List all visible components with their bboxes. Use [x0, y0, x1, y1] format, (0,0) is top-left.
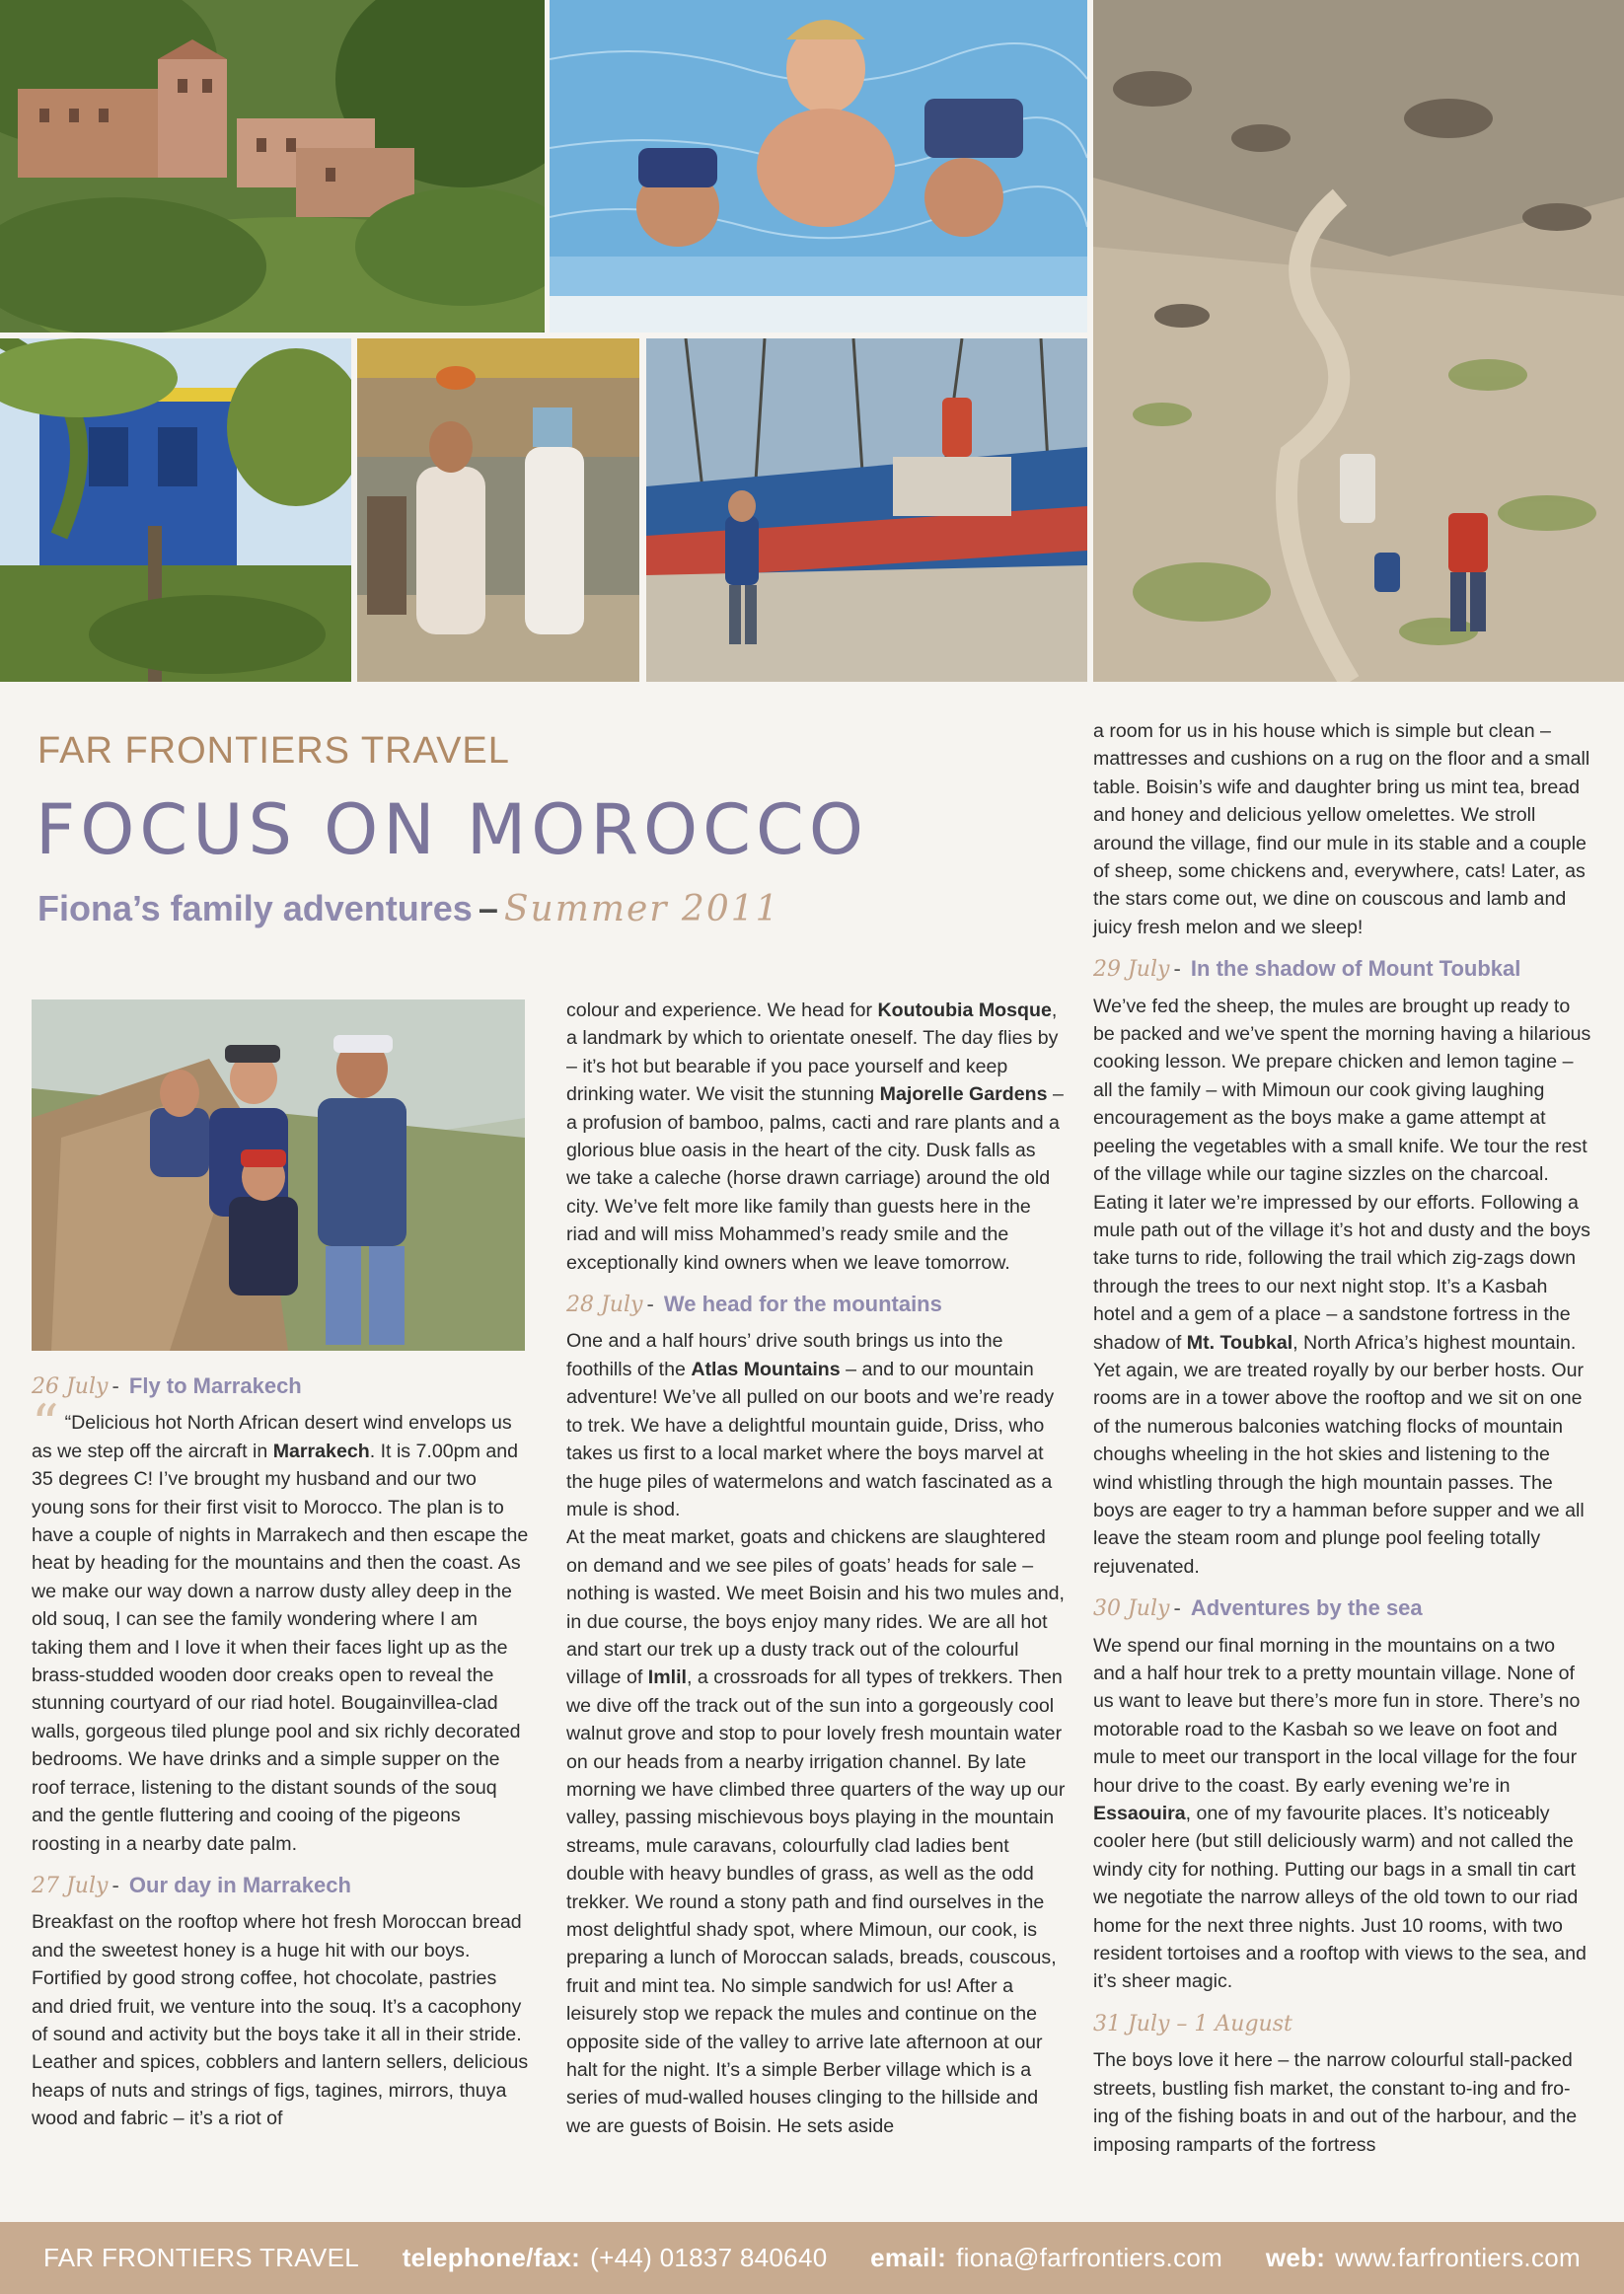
day-heading-30-july: [1093, 1594, 1592, 1623]
footer-brand: FAR FRONTIERS TRAVEL: [43, 2243, 359, 2272]
text-run: At the meat market, goats and chickens are slaughtered on demand and we see piles of goats’ heads for sale – nothing is wasted. We meet Boisin and his two mules and, in due course, the boys enjoy many rides. We are all hot and start our trek up a dusty track out of the colourful village of: [566, 1526, 1065, 1689]
footer-web: [1266, 2243, 1581, 2273]
day-heading-28-july: [566, 1291, 1066, 1319]
paragraph-mountains: [566, 1327, 1066, 1523]
day-title: Our day in Marrakech: [128, 1872, 351, 1897]
paragraph-sea: [1093, 1632, 1592, 1996]
day-dash: -: [1173, 956, 1181, 982]
text-run: – a profusion of bamboo, palms, cacti and rare plants and a glorious blue oasis in the heart of the city. Dusk falls as we take a caleche (horse drawn carriage) around the old city. We’ve felt more like family than guests here in the riad and will miss Mohammed’s ready smile and the exceptionally kind owners when we leave tomorrow.: [566, 1083, 1064, 1274]
paragraph-marrakech-continued: [566, 997, 1066, 1277]
web-link[interactable]: www.farfrontiers.com: [1335, 2243, 1581, 2272]
footer-bar: [0, 2222, 1624, 2294]
text-run: The boys love it here – the narrow colourful stall-packed streets, bustling fish market, the constant to-ing and fro-ing of the fishing boats in and out of the harbour, and the imposing ramparts of the fortress: [1093, 2049, 1578, 2156]
email-label: email:: [870, 2243, 947, 2272]
day-title: In the shadow of Mount Toubkal: [1190, 956, 1521, 982]
email-link[interactable]: fiona@farfrontiers.com: [956, 2243, 1223, 2272]
place-name: Atlas Mountains: [691, 1358, 841, 1380]
paragraph-toubkal: [1093, 993, 1592, 1582]
day-heading-27-july: [32, 1872, 533, 1900]
phone-number[interactable]: (+44) 01837 840640: [590, 2243, 828, 2272]
text-run: “Delicious hot North African desert wind envelops us as we step off the aircraft in: [32, 1412, 512, 1462]
day-heading-31-july: [1093, 2010, 1592, 2038]
day-date: 29 July: [1093, 957, 1170, 983]
souq-photo: [357, 338, 639, 682]
day-dash: -: [111, 1872, 119, 1897]
day-dash: -: [646, 1292, 654, 1317]
place-name: Imlil: [647, 1666, 687, 1689]
text-run: , a crossroads for all types of trekkers. Then we dive off the track out of the sun into a gorgeously cool walnut grove and stop to pour lovely fresh mountain water on our heads from a nearby irrigation channel. By late morning we have climbed three quarters of the way up our valley, passing mischievous boys playing in the mountain streams, mule caravans, colourfully clad ladies bent double with heavy bundles of grass, as well as the odd trekker. We round a stony path and find ourselves in the most delightful shady spot, where Mimoun, our cook, is preparing a lunch of Moroccan salads, breads, couscous, fruit and mint tea. No simple sandwich for us! After a leisurely stop we repack the mules and continue on the opposite side of the valley to arrive late afternoon at our halt for the night. It’s a simple Berber village which is a series of mud-walled houses clinging to the hillside and we are guests of Boisin. He sets aside: [566, 1666, 1066, 2137]
pool-photo: [550, 0, 1087, 333]
article-column-2: [566, 997, 1066, 2140]
day-dash: -: [111, 1373, 119, 1398]
kasbah-photo: [0, 0, 545, 333]
day-title: Fly to Marrakech: [128, 1373, 302, 1398]
day-dash: -: [1173, 1595, 1181, 1621]
fishing-boats-photo: [646, 338, 1087, 682]
phone-label: telephone/fax:: [402, 2243, 581, 2272]
day-heading-26-july: [32, 1372, 533, 1401]
text-run: Breakfast on the rooftop where hot fresh Moroccan bread and the sweetest honey is a huge hit with our boys. Fortified by good strong coffee, hot chocolate, pastries and dried fruit, we venture into the souq. It’s a cacophony of sound and activity but the boys take it all in their stride. Leather and spices, cobblers and lantern sellers, delicious heaps of nuts and strings of figs, tagines, mirrors, thuya wood and fabric – it’s a riot of: [32, 1911, 529, 2130]
day-title: We head for the mountains: [663, 1292, 942, 1317]
mountain-trail-photo: [1093, 0, 1624, 682]
subtitle: [37, 888, 780, 929]
paragraph-marrakech-day: [32, 1908, 533, 2132]
text-run: We spend our final morning in the mountains on a two and a half hour trek to a pretty mountain village. None of us want to leave but there’s more fun in store. There’s no motorable road to the Kasbah so we leave on foot and mule to meet our transport in the local village for the four hour drive to the coast. By early evening we’re in: [1093, 1634, 1581, 1797]
paragraph-berber-house: [1093, 717, 1592, 941]
text-run: – and to our mountain adventure! We’ve all pulled on our boots and we’re ready to trek. We have a delightful mountain guide, Driss, who takes us first to a local market where the boys marvel at the huge piles of watermelons and watch fascinated as a mule is shod.: [566, 1358, 1055, 1520]
day-date: 30 July: [1093, 1596, 1170, 1622]
day-date: 28 July: [566, 1293, 643, 1318]
footer-email: [870, 2243, 1222, 2273]
paragraph-arrival: [32, 1393, 533, 1858]
article-column-1: [32, 1367, 533, 2133]
subtitle-season: Summer 2011: [503, 889, 780, 929]
text-run: We’ve fed the sheep, the mules are brought up ready to be packed and we’ve spent the morning having a hilarious cooking lesson. We prepare chicken and lemon tagine – all the family – with Mimoun our cook giving laughing encouragement as the boys make a game attempt at peeling the vegetables with a small knife. We tour the rest of the village while our tagine sizzles on the charcoal. Eating it later we’re impressed by our efforts. Following a mule path out of the village it’s hot and dusty and the boys take turns to ride, following the trail which zig-zags down through the trees to our next night stop. It’s a Kasbah hotel and a gem of a place – a sandstone fortress in the shadow of: [1093, 995, 1591, 1354]
paragraph-trek: [566, 1523, 1066, 2140]
footer-phone: [403, 2243, 828, 2273]
brand-name: FAR FRONTIERS TRAVEL: [37, 730, 510, 772]
text-run: , North Africa’s highest mountain. Yet again, we are treated royally by our berber hosts. Our rooms are in a tower above the rooftop and we sit on one of the numerous balconies watching flocks of mountain choughs wheeling in the hot skies and listening to the wind whistling through the high mountain passes. The boys are eager to try a hamman before supper and we all leave the steam room and plunge pool feeling totally rejuvenated.: [1093, 1331, 1585, 1578]
day-heading-29-july: [1093, 955, 1592, 984]
place-name: Marrakech: [272, 1440, 370, 1462]
subtitle-dash: –: [478, 888, 498, 928]
article-column-3: [1093, 717, 1592, 2159]
place-name: Majorelle Gardens: [879, 1083, 1048, 1106]
text-run: a room for us in his house which is simple but clean – mattresses and cushions on a rug on the floor and a small table. Boisin’s wife and daughter bring us mint tea, bread and honey and delicious yellow omelettes. We stroll around the village, find our mule in its stable and a couple of sheep, some chickens and, everywhere, cats! Later, as the stars come out, we dine on couscous and lamb and juicy fresh melon and we sleep!: [1093, 720, 1590, 938]
place-name: Mt. Toubkal: [1186, 1331, 1293, 1354]
text-run: . It is 7.00pm and 35 degrees C! I’ve brought my husband and our two young sons for their first visit to Morocco. The plan is to have a couple of nights in Marrakech and then escape the heat by heading for the mountains and then the coast. As we make our way down a narrow dusty alley deep in the old souq, I can see the family wondering where I am taking them and I love it when their faces light up as the brass-studded wooden door creaks open to reveal the stunning courtyard of our riad hotel. Bougainvillea-clad walls, gorgeous tiled plunge pool and six richly decorated bedrooms. We have drinks and a simple supper on the roof terrace, listening to the distant sounds of the souq and the gentle fluttering and cooing of the pigeons roosting in a nearby date palm.: [32, 1440, 529, 1855]
family-photo: [32, 999, 525, 1351]
text-run: , one of my favourite places. It’s noticeably cooler here (but still deliciously warm) and not called the windy city for nothing. Putting our bags in a small tin cart we negotiate the narrow alleys of the old town to our riad home for the next three nights. Just 10 rooms, with two resident tortoises and a rooftop with views to the sea, and it’s sheer magic.: [1093, 1803, 1587, 1993]
majorelle-garden-photo: [0, 338, 351, 682]
text-run: One and a half hours’ drive south brings us into the foothills of the: [566, 1330, 1003, 1380]
text-run: , a landmark by which to orientate oneself. The day flies by – it’s hot but bearable if you pace yourself and keep drinking water. We visit the stunning: [566, 999, 1059, 1106]
quote-mark-icon: “: [32, 1393, 59, 1456]
subtitle-text: Fiona’s family adventures: [37, 888, 473, 928]
paragraph-essaouira: [1093, 2046, 1592, 2159]
day-date: 27 July: [32, 1873, 109, 1898]
text-run: colour and experience. We head for: [566, 999, 878, 1021]
day-date: 26 July: [32, 1374, 109, 1399]
web-label: web:: [1265, 2243, 1326, 2272]
day-title: Adventures by the sea: [1190, 1595, 1423, 1621]
place-name: Essaouira: [1093, 1803, 1186, 1825]
place-name: Koutoubia Mosque: [877, 999, 1052, 1021]
day-date: 31 July – 1 August: [1093, 2011, 1292, 2036]
page-title: FOCUS ON MOROCCO: [36, 789, 868, 870]
